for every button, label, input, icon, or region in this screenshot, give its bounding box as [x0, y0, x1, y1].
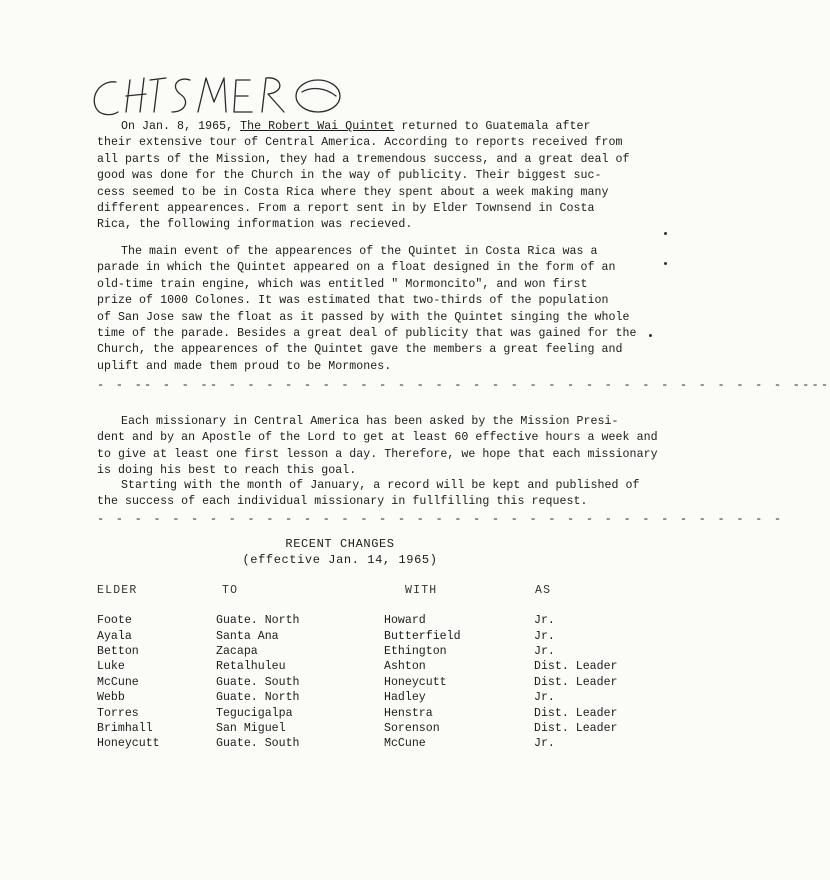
cell-as: Dist. Leader	[534, 721, 618, 735]
column-header-as: AS	[535, 584, 552, 597]
cell-elder: Honeycutt	[97, 737, 160, 751]
para2-line5: of San Jose saw the float as it passed by with the Quintet singing the whole	[97, 310, 630, 324]
para3-line2: dent and by an Apostle of the Lord to get at least 60 effective hours a week and	[97, 431, 658, 445]
section-divider: - - -- - - -- - - - - - - - - - - - - - - - - - - - - - - - - - - - - - - ----	[97, 378, 830, 392]
table-row	[97, 613, 654, 628]
paragraph-record-keeping	[97, 478, 652, 511]
cell-elder: Luke	[97, 660, 125, 674]
table-row	[97, 675, 654, 690]
table-row	[97, 705, 654, 720]
scan-speck	[664, 232, 667, 235]
cell-with: Ashton	[384, 660, 426, 674]
para2-line2: parade in which the Quintet appeared on a float designed in the form of an	[97, 261, 616, 275]
paragraph-quintet-return	[97, 119, 652, 234]
column-header-with: WITH	[405, 584, 438, 597]
cell-as: Jr.	[534, 737, 555, 751]
cell-elder: Webb	[97, 691, 125, 705]
cell-with: Butterfield	[384, 629, 461, 643]
para1-line7: Rica, the following information was recieved.	[97, 218, 413, 232]
cell-to: Santa Ana	[216, 629, 279, 643]
cell-with: McCune	[384, 737, 426, 751]
column-header-elder: ELDER	[97, 584, 138, 597]
para2-line8: uplift and made them proud to be Mormones.	[97, 359, 392, 373]
para1-lead: On Jan. 8, 1965,	[121, 120, 241, 133]
cell-elder: Brimhall	[97, 721, 153, 735]
para2-line3: old-time train engine, which was entitled " Mormoncito", and won first	[97, 277, 588, 291]
para2-line7: Church, the appearences of the Quintet gave the members a great feeling and	[97, 343, 623, 357]
para1-line1-tail: returned to Guatemala after	[394, 120, 591, 133]
cell-to: San Miguel	[216, 721, 286, 735]
para4-line1: Starting with the month of January, a record will be kept and published of	[121, 479, 640, 492]
cell-with: Hadley	[384, 691, 426, 705]
cell-as: Jr.	[534, 629, 555, 643]
cell-to: Retalhuleu	[216, 660, 286, 674]
cell-with: Ethington	[384, 644, 447, 658]
scan-speck	[649, 334, 652, 337]
para1-line2: their extensive tour of Central America. According to reports received from	[97, 136, 623, 150]
cell-to: Guate. North	[216, 614, 300, 628]
para3-line1: Each missionary in Central America has been asked by the Mission Presi-	[121, 415, 619, 428]
cell-to: Guate. South	[216, 737, 300, 751]
scan-speck	[664, 262, 667, 265]
cell-as: Dist. Leader	[534, 706, 618, 720]
cell-to: Tegucigalpa	[216, 706, 293, 720]
cell-elder: Ayala	[97, 629, 132, 643]
cell-with: Sorenson	[384, 721, 440, 735]
cell-to: Zacapa	[216, 644, 258, 658]
recent-changes-title: RECENT CHANGES	[285, 537, 395, 551]
para2-line1: The main event of the appearences of the Quintet in Costa Rica was a	[121, 245, 598, 258]
cell-as: Jr.	[534, 691, 555, 705]
para2-line6: time of the parade. Besides a great deal of publicity that was gained for the	[97, 327, 637, 341]
table-row	[97, 736, 654, 751]
cell-with: Honeycutt	[384, 675, 447, 689]
cell-with: Henstra	[384, 706, 433, 720]
cell-as: Jr.	[534, 614, 555, 628]
cell-to: Guate. North	[216, 691, 300, 705]
table-row	[97, 721, 654, 736]
para1-line6: different appearences. From a report sent in by Elder Townsend in Costa	[97, 202, 595, 216]
cell-elder: Torres	[97, 706, 139, 720]
cell-elder: Foote	[97, 614, 132, 628]
quintet-name: The Robert Wai Quintet	[240, 120, 395, 133]
table-row	[97, 644, 654, 659]
cell-as: Dist. Leader	[534, 675, 618, 689]
para1-line5: cess seemed to be in Costa Rica where they spent about a week making many	[97, 185, 609, 199]
cell-elder: Betton	[97, 644, 139, 658]
column-header-to: TO	[222, 584, 239, 597]
para3-line3: to give at least one first lesson a day. Therefore, we hope that each missionary	[97, 447, 658, 461]
cell-as: Jr.	[534, 644, 555, 658]
paragraph-missionary-goals	[97, 414, 658, 480]
para1-line3: all parts of the Mission, they had a tremendous success, and a great deal of	[97, 152, 630, 166]
para3-line4: is doing his best to reach this goal.	[97, 464, 357, 478]
cell-elder: McCune	[97, 675, 139, 689]
cell-with: Howard	[384, 614, 426, 628]
para1-line4: good was done for the Church in the way of publicity. Their biggest suc-	[97, 169, 602, 183]
para2-line4: prize of 1000 Colones. It was estimated that two-thirds of the population	[97, 294, 609, 308]
paragraph-costa-rica-parade	[97, 244, 652, 375]
section-divider-2: - - - - - - - - - - - - - - - - - - - - - - - - - - - - - - - - - - - - -	[97, 512, 784, 526]
table-row	[97, 690, 654, 705]
transfers-table	[97, 613, 654, 752]
recent-changes-subtitle: (effective Jan. 14, 1965)	[242, 553, 438, 567]
table-row	[97, 628, 654, 643]
para4-line2: the success of each individual missionary in fullfilling this request.	[97, 495, 588, 509]
cell-as: Dist. Leader	[534, 660, 618, 674]
cell-to: Guate. South	[216, 675, 300, 689]
table-row	[97, 659, 654, 674]
masthead-logo	[86, 66, 386, 122]
